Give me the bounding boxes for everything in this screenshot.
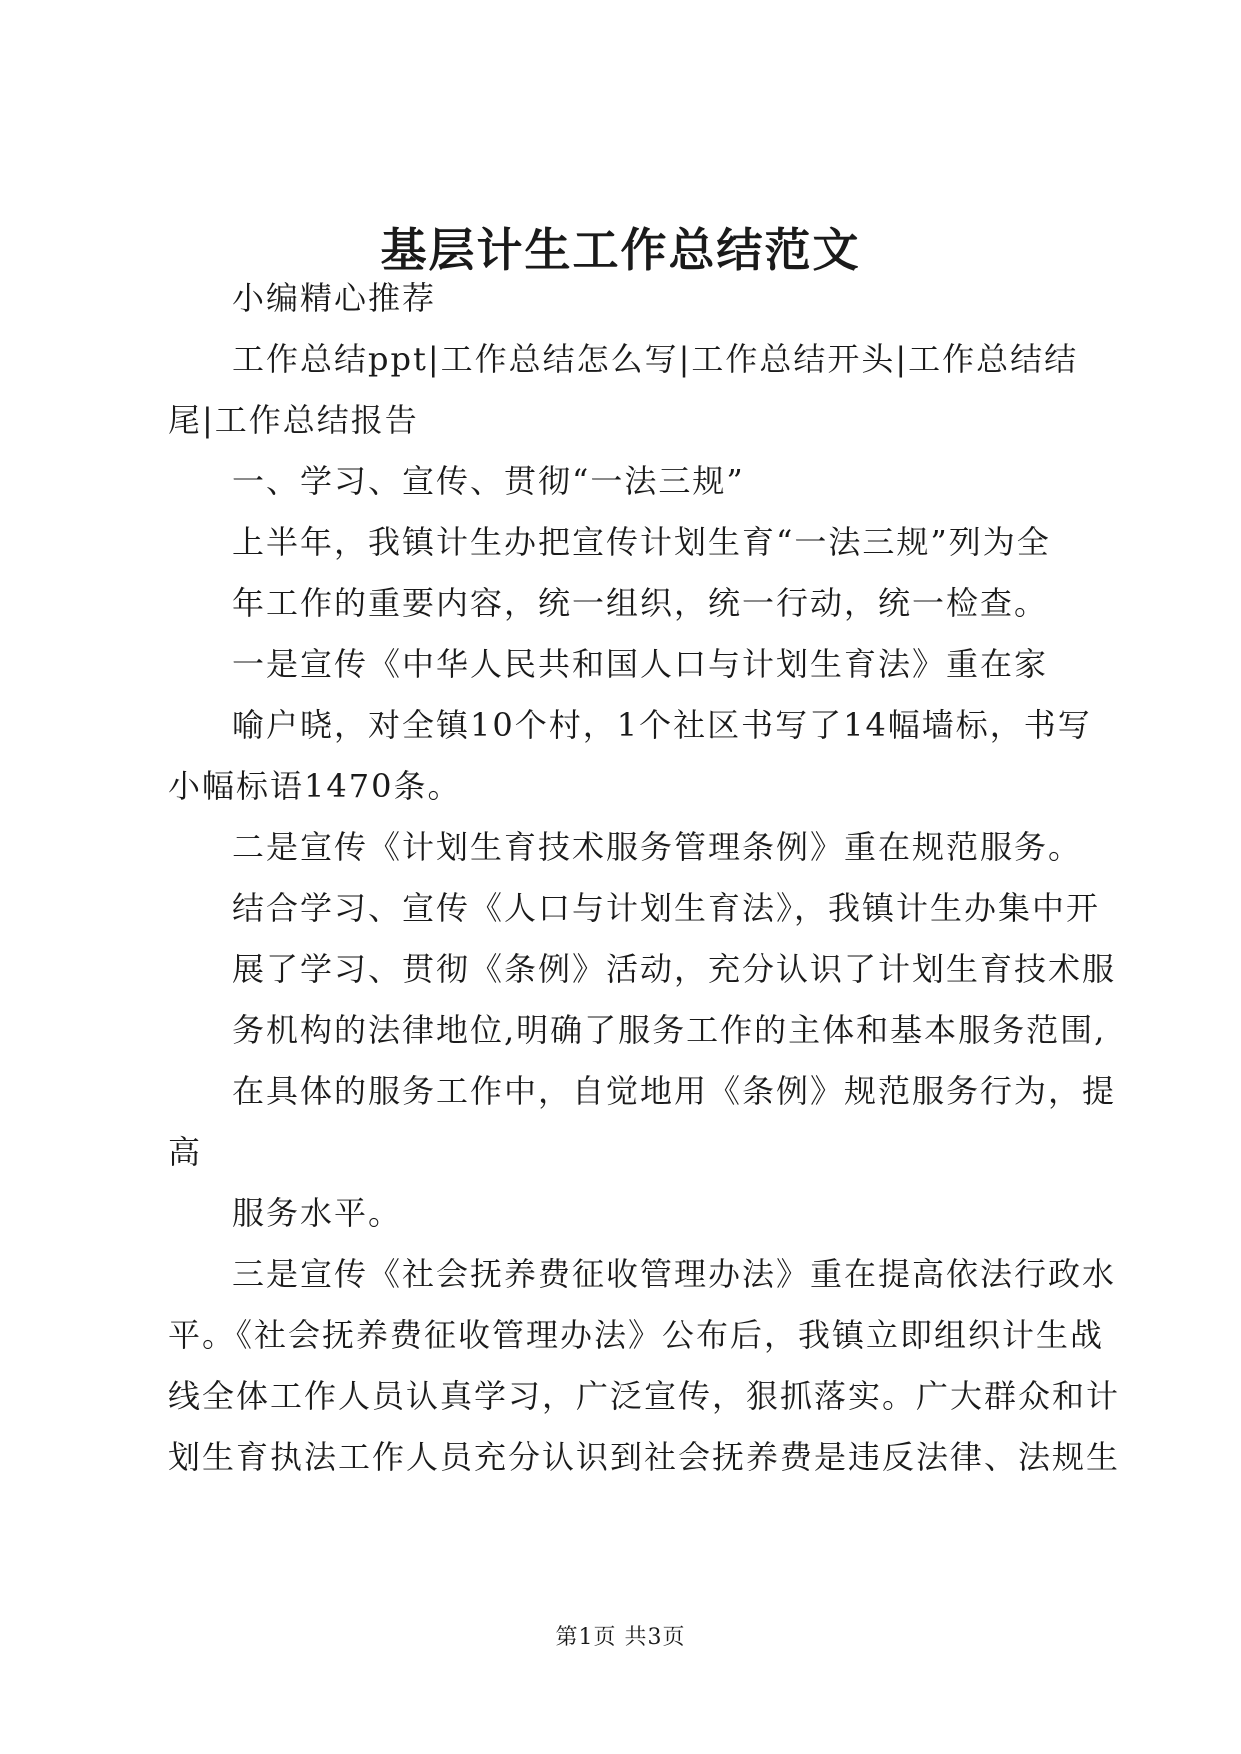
text-line: 年工作的重要内容，统一组织，统一行动，统一检查。 [232,584,1049,622]
page-number-footer: 第1页 共3页 [555,1625,686,1650]
text-line: 工作总结ppt|工作总结怎么写|工作总结开头|工作总结结 [232,340,1079,378]
text-line: 平。《社会抚养费征收管理办法》公布后，我镇立即组织计生战 [168,1316,1105,1354]
text-line: 小编精心推荐 [232,279,437,317]
section-heading: 一、学习、宣传、贯彻“一法三规” [232,462,745,500]
text-line: 尾|工作总结报告 [168,401,419,439]
text-line: 在具体的服务工作中，自觉地用《条例》规范服务行为，提 [232,1072,1117,1110]
text-line: 三是宣传《社会抚养费征收管理办法》重在提高依法行政水 [232,1255,1117,1293]
text-line: 服务水平。 [232,1194,403,1232]
text-line: 一是宣传《中华人民共和国人口与计划生育法》重在家 [232,645,1049,683]
text-line: 小幅标语1470条。 [168,767,462,805]
document-body [168,268,1121,1488]
text-line: 高 [168,1133,203,1171]
text-line: 喻户晓，对全镇10个村，1个社区书写了14幅墙标，书写 [232,706,1092,744]
text-line: 上半年，我镇计生办把宣传计划生育“一法三规”列为全 [232,523,1051,561]
text-line: 划生育执法工作人员充分认识到社会抚养费是违反法律、法规生 [168,1438,1121,1476]
text-line: 二是宣传《计划生育技术服务管理条例》重在规范服务。 [232,828,1083,866]
text-line: 务机构的法律地位,明确了服务工作的主体和基本服务范围, [232,1011,1107,1049]
text-line: 线全体工作人员认真学习，广泛宣传，狠抓落实。广大群众和计 [168,1377,1121,1415]
text-line: 结合学习、宣传《人口与计划生育法》，我镇计生办集中开 [232,889,1101,927]
text-line: 展了学习、贯彻《条例》活动，充分认识了计划生育技术服 [232,950,1117,988]
document-title: 基层计生工作总结范文 [380,223,861,277]
